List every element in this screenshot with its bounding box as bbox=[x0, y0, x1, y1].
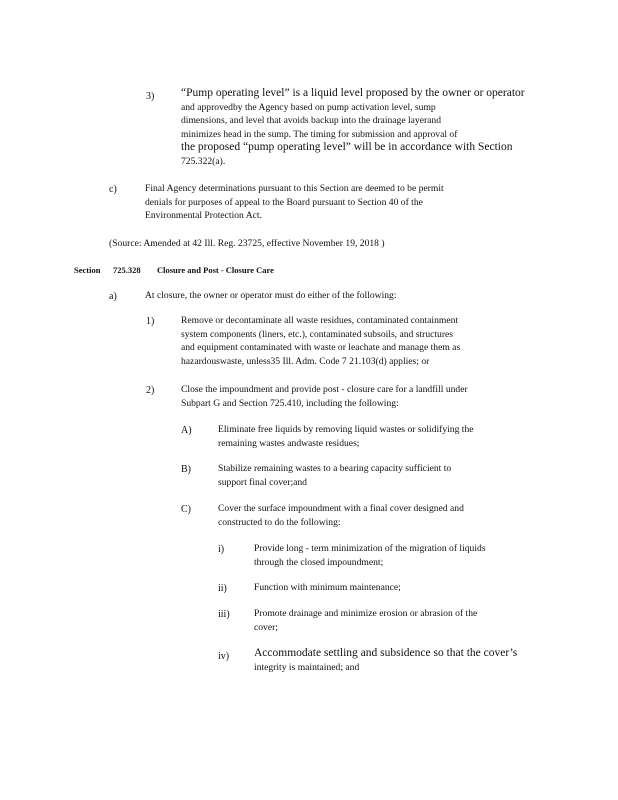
item-1-text bbox=[181, 314, 541, 368]
item-A-line: remaining wastes andwaste residues; bbox=[218, 437, 360, 449]
item-ii-label: ii) bbox=[218, 583, 227, 594]
source-note bbox=[109, 237, 385, 251]
item-3-text bbox=[181, 87, 546, 168]
item-iv-line: Accommodate settling and subsidence so that the cover’s bbox=[254, 647, 518, 659]
item-C-line: Cover the surface impoundment with a final cover designed and bbox=[218, 503, 464, 514]
item-3-line: minimizes head in the sump. The timing for submission and approval of bbox=[181, 128, 458, 140]
item-3-line: 725.322(a). bbox=[181, 155, 226, 167]
item-B-line: support final cover;and bbox=[218, 476, 307, 488]
item-3-line: the proposed “pump operating level” will be in accordance with Section bbox=[181, 141, 513, 153]
item-iii-text bbox=[254, 607, 544, 634]
item-i-text bbox=[254, 542, 544, 569]
item-iii-line: Promote drainage and minimize erosion or abrasion of the bbox=[254, 608, 478, 619]
item-3-line: and approvedby the Agency based on pump activation level, sump bbox=[181, 101, 436, 113]
source-text: (Source: Amended at 42 Ill. Reg. 23725, effective November 19, 2018 ) bbox=[109, 238, 385, 249]
item-3-line: dimensions, and level that avoids backup into the drainage layerand bbox=[181, 115, 442, 126]
item-3-line: “Pump operating level” is a liquid level proposed by the owner or operator bbox=[181, 87, 525, 99]
item-3-label: 3) bbox=[146, 91, 155, 102]
item-1-line: Remove or decontaminate all waste residues, contaminated containment bbox=[181, 315, 459, 326]
item-2-label: 2) bbox=[146, 385, 155, 396]
item-iv-text bbox=[254, 647, 544, 674]
section-number: 725.328 bbox=[113, 265, 141, 275]
item-c-text bbox=[145, 182, 525, 223]
item-i-line: through the closed impoundment; bbox=[254, 556, 384, 568]
item-ii-line: Function with minimum maintenance; bbox=[254, 582, 401, 593]
item-2-line: Close the impoundment and provide post - closure care for a landfill under bbox=[181, 384, 468, 395]
item-iii-line: cover; bbox=[254, 621, 278, 633]
item-C-label: C) bbox=[181, 504, 191, 515]
item-C-line: constructed to do the following: bbox=[218, 516, 341, 528]
item-c-line: denials for purposes of appeal to the Board pursuant to Section 40 of the bbox=[145, 196, 423, 208]
item-1-label: 1) bbox=[146, 316, 155, 327]
item-a-text bbox=[145, 289, 397, 303]
item-iv-label: iv) bbox=[218, 651, 230, 662]
item-c-label: c) bbox=[109, 184, 117, 195]
item-2-line: Subpart G and Section 725.410, including the following: bbox=[181, 397, 399, 409]
item-B-label: B) bbox=[181, 464, 191, 475]
item-iii-label: iii) bbox=[218, 609, 230, 620]
item-B-line: Stabilize remaining wastes to a bearing capacity sufficient to bbox=[218, 463, 452, 474]
item-A-line: Eliminate free liquids by removing liquid wastes or solidifying the bbox=[218, 424, 474, 435]
item-B-text bbox=[218, 462, 543, 489]
section-title: Closure and Post - Closure Care bbox=[157, 265, 274, 275]
item-i-line: Provide long - term minimization of the migration of liquids bbox=[254, 543, 486, 554]
item-1-line: hazardouswaste, unless35 Ill. Adm. Code 7 21.103(d) applies; or bbox=[181, 355, 430, 367]
item-a-label: a) bbox=[109, 291, 117, 302]
item-2-text bbox=[181, 383, 541, 410]
item-iv-line: integrity is maintained; and bbox=[254, 661, 360, 673]
item-a-line: At closure, the owner or operator must do either of the following: bbox=[145, 290, 397, 301]
section-word: Section bbox=[74, 265, 101, 275]
item-A-text bbox=[218, 423, 543, 450]
item-c-line: Environmental Protection Act. bbox=[145, 210, 262, 221]
item-C-text bbox=[218, 502, 543, 529]
item-1-line: and equipment contaminated with waste or leachate and manage them as bbox=[181, 342, 461, 353]
item-ii-text bbox=[254, 581, 401, 595]
item-A-label: A) bbox=[181, 425, 192, 436]
item-i-label: i) bbox=[218, 544, 225, 555]
item-1-line: system components (liners, etc.), contaminated subsoils, and structures bbox=[181, 328, 454, 340]
item-c-line: Final Agency determinations pursuant to this Section are deemed to be permit bbox=[145, 183, 444, 194]
